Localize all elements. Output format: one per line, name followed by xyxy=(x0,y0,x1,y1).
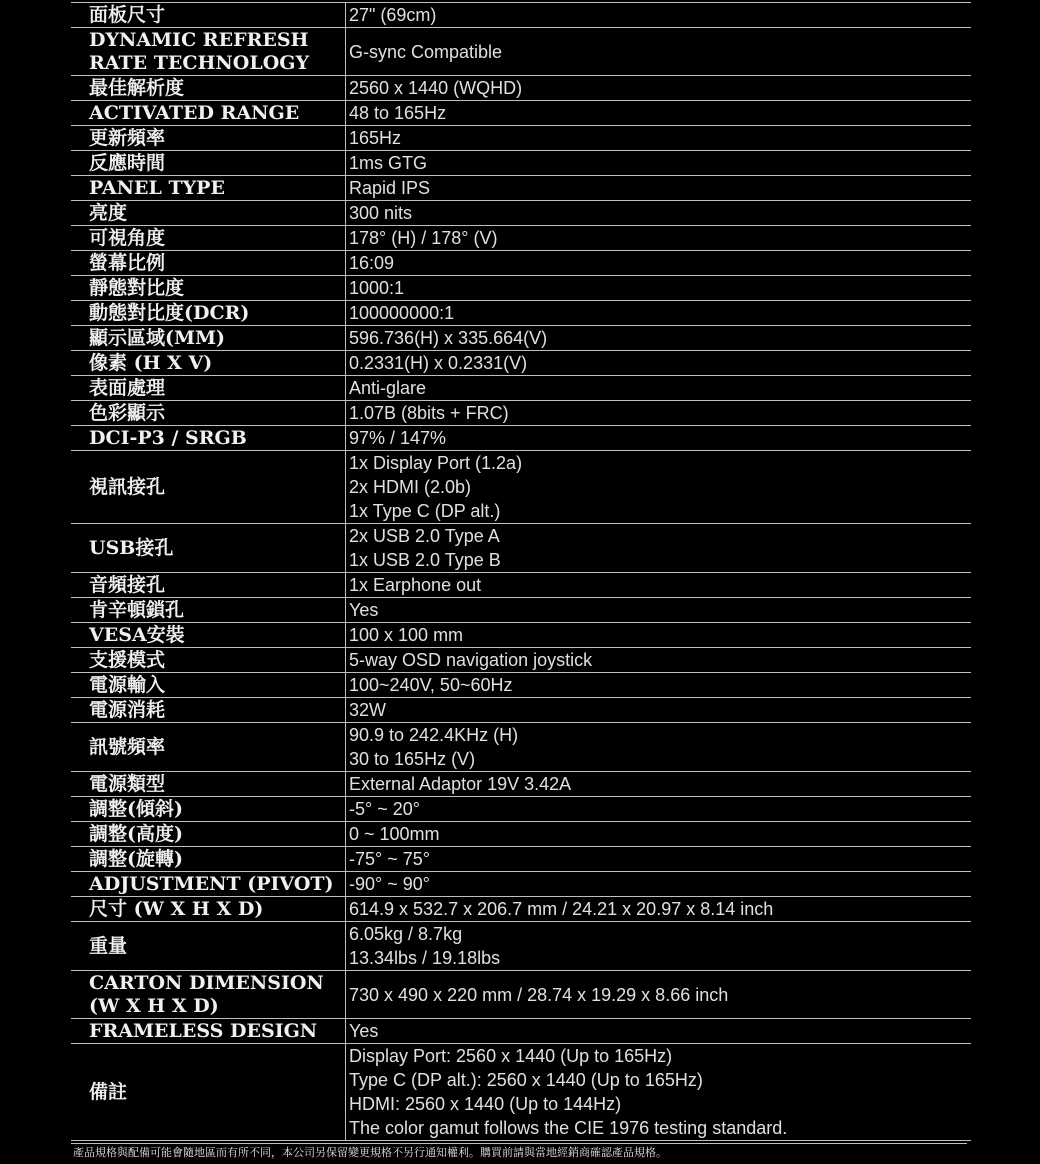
spec-value-line: 0.2331(H) x 0.2331(V) xyxy=(349,353,528,373)
spec-value-line: Yes xyxy=(349,1021,379,1041)
spec-row xyxy=(71,251,971,276)
spec-value xyxy=(346,301,972,326)
spec-value-line: 30 to 165Hz (V) xyxy=(349,749,476,769)
spec-label: 靜態對比度 xyxy=(71,276,346,301)
spec-value xyxy=(346,3,972,28)
spec-row xyxy=(71,598,971,623)
spec-value-line: 13.34lbs / 19.18lbs xyxy=(349,948,501,968)
spec-value-line: -75° ~ 75° xyxy=(349,849,430,869)
spec-label: 調整(傾斜) xyxy=(71,797,346,822)
spec-value-line: 1.07B (8bits + FRC) xyxy=(349,403,509,423)
spec-label: 電源類型 xyxy=(71,772,346,797)
spec-value-line: 1ms GTG xyxy=(349,153,428,173)
spec-label: 像素 (H X V) xyxy=(71,351,346,376)
spec-value-line: 100~240V, 50~60Hz xyxy=(349,675,513,695)
spec-value xyxy=(346,76,972,101)
disclaimer-footnote: 產品規格與配備可能會隨地區而有所不同，本公司另保留變更規格不另行通知權利。購買前請與當地經銷商確認產品規格。 xyxy=(71,1143,967,1161)
spec-value xyxy=(346,101,972,126)
spec-value-line: HDMI: 2560 x 1440 (Up to 144Hz) xyxy=(349,1094,622,1114)
spec-row xyxy=(71,922,971,971)
spec-value xyxy=(346,376,972,401)
spec-value xyxy=(346,822,972,847)
spec-value xyxy=(346,151,972,176)
spec-row xyxy=(71,351,971,376)
spec-label: 支援模式 xyxy=(71,648,346,673)
spec-row xyxy=(71,276,971,301)
spec-value xyxy=(346,351,972,376)
spec-label: 動態對比度(DCR) xyxy=(71,301,346,326)
spec-row xyxy=(71,401,971,426)
spec-row xyxy=(71,723,971,772)
spec-row xyxy=(71,897,971,922)
spec-row xyxy=(71,822,971,847)
spec-value xyxy=(346,276,972,301)
spec-row xyxy=(71,176,971,201)
spec-value-line: 1x Display Port (1.2a) xyxy=(349,453,523,473)
spec-value xyxy=(346,723,972,772)
spec-row xyxy=(71,451,971,524)
spec-label: 備註 xyxy=(71,1044,346,1141)
spec-value xyxy=(346,648,972,673)
spec-label: 尺寸 (W X H X D) xyxy=(71,897,346,922)
spec-value xyxy=(346,922,972,971)
spec-value-line: 32W xyxy=(349,700,387,720)
spec-label: 最佳解析度 xyxy=(71,76,346,101)
spec-label: 肯辛頓鎖孔 xyxy=(71,598,346,623)
spec-value-line: 100 x 100 mm xyxy=(349,625,464,645)
spec-row xyxy=(71,426,971,451)
spec-value xyxy=(346,971,972,1019)
spec-row xyxy=(71,301,971,326)
spec-value xyxy=(346,251,972,276)
spec-row xyxy=(71,201,971,226)
spec-value-line: Anti-glare xyxy=(349,378,427,398)
spec-row xyxy=(71,76,971,101)
spec-value-line: 1000:1 xyxy=(349,278,405,298)
spec-row xyxy=(71,673,971,698)
spec-value-line: 2x HDMI (2.0b) xyxy=(349,477,472,497)
spec-label: VESA安裝 xyxy=(71,623,346,648)
spec-label: 亮度 xyxy=(71,201,346,226)
spec-row xyxy=(71,971,971,1019)
spec-value xyxy=(346,1044,972,1141)
spec-row xyxy=(71,797,971,822)
spec-value-line: 16:09 xyxy=(349,253,395,273)
spec-label: DYNAMIC REFRESH RATE TECHNOLOGY xyxy=(71,28,346,76)
spec-value-line: 6.05kg / 8.7kg xyxy=(349,924,463,944)
spec-value xyxy=(346,872,972,897)
spec-label: 表面處理 xyxy=(71,376,346,401)
spec-value xyxy=(346,573,972,598)
spec-label: 調整(旋轉) xyxy=(71,847,346,872)
spec-value-line: External Adaptor 19V 3.42A xyxy=(349,774,572,794)
spec-value-line: 100000000:1 xyxy=(349,303,455,323)
spec-value-line: The color gamut follows the CIE 1976 testing standard. xyxy=(349,1118,788,1138)
spec-label: 電源消耗 xyxy=(71,698,346,723)
spec-value xyxy=(346,623,972,648)
spec-row xyxy=(71,872,971,897)
spec-value xyxy=(346,226,972,251)
spec-value-line: Rapid IPS xyxy=(349,178,431,198)
spec-value xyxy=(346,426,972,451)
spec-label: 訊號頻率 xyxy=(71,723,346,772)
spec-row xyxy=(71,151,971,176)
spec-value-line: -90° ~ 90° xyxy=(349,874,430,894)
spec-value-line: G-sync Compatible xyxy=(349,41,503,62)
spec-value xyxy=(346,126,972,151)
spec-label: FRAMELESS DESIGN xyxy=(71,1019,346,1044)
spec-value-line: 614.9 x 532.7 x 206.7 mm / 24.21 x 20.97 x 8.14 inch xyxy=(349,899,774,919)
spec-value-line: 165Hz xyxy=(349,128,402,148)
spec-label: 螢幕比例 xyxy=(71,251,346,276)
spec-value-line: Display Port: 2560 x 1440 (Up to 165Hz) xyxy=(349,1046,673,1066)
spec-label: 反應時間 xyxy=(71,151,346,176)
spec-value-line: 97% / 147% xyxy=(349,428,447,448)
spec-value xyxy=(346,401,972,426)
spec-value xyxy=(346,201,972,226)
spec-label: PANEL TYPE xyxy=(71,176,346,201)
spec-label: 顯示區域(MM) xyxy=(71,326,346,351)
spec-value xyxy=(346,797,972,822)
spec-label: ADJUSTMENT (PIVOT) xyxy=(71,872,346,897)
spec-label: 面板尺寸 xyxy=(71,3,346,28)
spec-value xyxy=(346,897,972,922)
spec-value-line: 1x Type C (DP alt.) xyxy=(349,501,501,521)
spec-value-line: 1x USB 2.0 Type B xyxy=(349,550,501,570)
spec-value-line: 27" (69cm) xyxy=(349,5,437,25)
spec-row xyxy=(71,698,971,723)
spec-value-line: 1x Earphone out xyxy=(349,575,482,595)
spec-value xyxy=(346,847,972,872)
spec-table-body xyxy=(71,3,971,1141)
spec-value xyxy=(346,673,972,698)
spec-row xyxy=(71,772,971,797)
spec-label: 音頻接孔 xyxy=(71,573,346,598)
spec-value-line: 0 ~ 100mm xyxy=(349,824,440,844)
spec-label: ACTIVATED RANGE xyxy=(71,101,346,126)
spec-value xyxy=(346,698,972,723)
spec-value-line: 2x USB 2.0 Type A xyxy=(349,526,500,546)
spec-label: DCI-P3 / SRGB xyxy=(71,426,346,451)
spec-row xyxy=(71,524,971,573)
spec-row xyxy=(71,1044,971,1141)
spec-row xyxy=(71,226,971,251)
spec-value-line: -5° ~ 20° xyxy=(349,799,420,819)
spec-row xyxy=(71,3,971,28)
spec-value xyxy=(346,772,972,797)
spec-row xyxy=(71,573,971,598)
spec-label: 色彩顯示 xyxy=(71,401,346,426)
spec-row xyxy=(71,28,971,76)
spec-value-line: 2560 x 1440 (WQHD) xyxy=(349,78,523,98)
spec-label: 重量 xyxy=(71,922,346,971)
spec-value xyxy=(346,451,972,524)
spec-label: 調整(高度) xyxy=(71,822,346,847)
spec-row xyxy=(71,326,971,351)
spec-row xyxy=(71,101,971,126)
spec-value-line: Type C (DP alt.): 2560 x 1440 (Up to 165Hz) xyxy=(349,1070,703,1090)
spec-value-line: 178° (H) / 178° (V) xyxy=(349,228,498,248)
spec-value-line: 596.736(H) x 335.664(V) xyxy=(349,328,548,348)
spec-value xyxy=(346,28,972,76)
spec-row xyxy=(71,847,971,872)
spec-row xyxy=(71,648,971,673)
spec-table xyxy=(71,2,971,1141)
spec-value xyxy=(346,524,972,573)
spec-row xyxy=(71,126,971,151)
spec-row xyxy=(71,623,971,648)
spec-value xyxy=(346,598,972,623)
spec-value xyxy=(346,326,972,351)
spec-label: 更新頻率 xyxy=(71,126,346,151)
spec-value-line: 90.9 to 242.4KHz (H) xyxy=(349,725,519,745)
spec-value xyxy=(346,176,972,201)
spec-value-line: 48 to 165Hz xyxy=(349,103,447,123)
spec-value-line: 5-way OSD navigation joystick xyxy=(349,650,593,670)
spec-value-line: 300 nits xyxy=(349,203,413,223)
spec-label: 視訊接孔 xyxy=(71,451,346,524)
spec-row xyxy=(71,376,971,401)
spec-value-line: Yes xyxy=(349,600,379,620)
spec-value xyxy=(346,1019,972,1044)
spec-label: USB接孔 xyxy=(71,524,346,573)
spec-label: CARTON DIMENSION (W X H X D) xyxy=(71,971,346,1019)
spec-label: 電源輸入 xyxy=(71,673,346,698)
spec-value-line: 730 x 490 x 220 mm / 28.74 x 19.29 x 8.66 inch xyxy=(349,984,729,1005)
spec-label: 可視角度 xyxy=(71,226,346,251)
spec-row xyxy=(71,1019,971,1044)
